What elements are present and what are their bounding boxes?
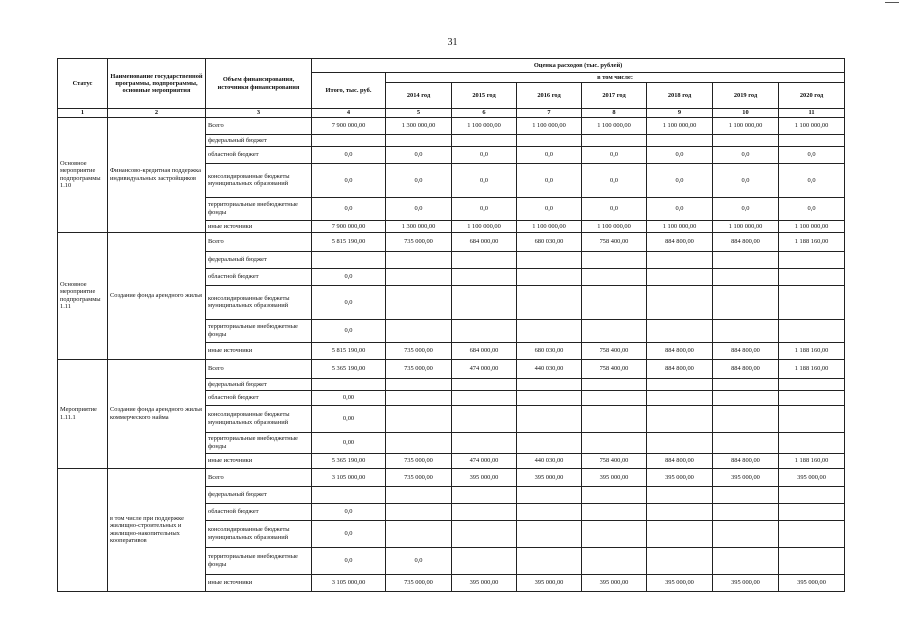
total-value-cell: 7 900 000,00	[312, 117, 386, 134]
year-value-cell: 395 000,00	[517, 574, 582, 591]
status-cell: Основное мероприятие подпрограммы 1.11	[58, 232, 108, 359]
year-value-cell	[713, 503, 779, 520]
year-value-cell	[452, 319, 517, 342]
total-value-cell: 5 365 190,00	[312, 359, 386, 378]
year-value-cell: 0,0	[582, 163, 647, 197]
total-value-cell: 0,0	[312, 197, 386, 220]
year-value-cell	[647, 486, 713, 503]
year-value-cell: 474 000,00	[452, 359, 517, 378]
year-value-cell: 684 000,00	[452, 342, 517, 359]
funding-source-cell: Всего	[206, 359, 312, 378]
year-value-cell: 474 000,00	[452, 453, 517, 468]
header-year: 2017 год	[582, 83, 647, 109]
year-value-cell: 0,0	[647, 146, 713, 163]
header-total: Итого, тыс. руб.	[312, 73, 386, 109]
year-value-cell: 0,0	[517, 146, 582, 163]
year-value-cell: 0,0	[452, 197, 517, 220]
year-value-cell	[779, 378, 845, 390]
year-value-cell	[452, 486, 517, 503]
year-value-cell: 0,0	[647, 197, 713, 220]
year-value-cell	[517, 319, 582, 342]
funding-source-cell: Всего	[206, 232, 312, 251]
total-value-cell: 0,0	[312, 163, 386, 197]
funding-source-cell: федеральный бюджет	[206, 486, 312, 503]
year-value-cell	[517, 486, 582, 503]
year-value-cell: 1 100 000,00	[713, 117, 779, 134]
total-value-cell	[312, 134, 386, 146]
year-value-cell	[582, 134, 647, 146]
year-value-cell	[779, 134, 845, 146]
column-number: 9	[647, 109, 713, 117]
funding-source-cell: иные источники	[206, 220, 312, 232]
funding-source-cell: иные источники	[206, 342, 312, 359]
year-value-cell	[582, 503, 647, 520]
year-value-cell: 0,0	[517, 197, 582, 220]
year-value-cell: 0,0	[779, 163, 845, 197]
total-value-cell	[312, 251, 386, 268]
year-value-cell	[713, 378, 779, 390]
year-value-cell: 395 000,00	[517, 468, 582, 486]
total-value-cell: 5 365 190,00	[312, 453, 386, 468]
year-value-cell: 0,0	[779, 146, 845, 163]
year-value-cell	[779, 405, 845, 432]
header-funding-volume: Объем финансирования, источники финансирования	[206, 59, 312, 109]
year-value-cell: 0,0	[517, 163, 582, 197]
year-value-cell	[713, 547, 779, 574]
year-value-cell	[779, 268, 845, 285]
year-value-cell	[647, 268, 713, 285]
funding-source-cell: консолидированные бюджеты муниципальных образований	[206, 520, 312, 547]
year-value-cell	[517, 503, 582, 520]
year-value-cell: 884 800,00	[647, 453, 713, 468]
header-year: 2019 год	[713, 83, 779, 109]
year-value-cell: 758 400,00	[582, 342, 647, 359]
funding-source-cell: территориальные внебюджетные фонды	[206, 547, 312, 574]
status-cell: Основное мероприятие подпрограммы 1.10	[58, 117, 108, 232]
year-value-cell: 884 800,00	[713, 232, 779, 251]
total-value-cell: 0,0	[312, 268, 386, 285]
year-value-cell: 1 100 000,00	[582, 117, 647, 134]
year-value-cell	[452, 432, 517, 453]
year-value-cell	[713, 432, 779, 453]
year-value-cell: 1 100 000,00	[452, 117, 517, 134]
funding-source-cell: областной бюджет	[206, 268, 312, 285]
total-value-cell: 5 815 190,00	[312, 342, 386, 359]
year-value-cell: 1 100 000,00	[517, 117, 582, 134]
year-value-cell: 395 000,00	[779, 468, 845, 486]
program-name-cell: Финансово-кредитная поддержка индивидуальных застройщиков	[108, 117, 206, 232]
year-value-cell: 0,0	[713, 197, 779, 220]
year-value-cell: 1 300 000,00	[386, 220, 452, 232]
year-value-cell: 884 800,00	[713, 453, 779, 468]
year-value-cell	[517, 378, 582, 390]
year-value-cell: 395 000,00	[647, 468, 713, 486]
column-number: 7	[517, 109, 582, 117]
year-value-cell	[582, 251, 647, 268]
status-cell: Мероприятие 1.11.1	[58, 359, 108, 468]
year-value-cell	[779, 319, 845, 342]
total-value-cell: 0,0	[312, 146, 386, 163]
year-value-cell: 758 400,00	[582, 359, 647, 378]
column-number: 2	[108, 109, 206, 117]
header-year: 2015 год	[452, 83, 517, 109]
year-value-cell	[647, 405, 713, 432]
year-value-cell	[647, 251, 713, 268]
total-value-cell: 0,0	[312, 319, 386, 342]
year-value-cell: 440 030,00	[517, 453, 582, 468]
year-value-cell	[386, 432, 452, 453]
total-value-cell: 3 105 000,00	[312, 468, 386, 486]
year-value-cell	[517, 547, 582, 574]
year-value-cell: 0,0	[647, 163, 713, 197]
year-value-cell: 1 100 000,00	[517, 220, 582, 232]
year-value-cell	[517, 134, 582, 146]
column-number: 11	[779, 109, 845, 117]
year-value-cell: 735 000,00	[386, 359, 452, 378]
year-value-cell: 0,0	[386, 197, 452, 220]
year-value-cell	[582, 405, 647, 432]
year-value-cell: 884 800,00	[713, 342, 779, 359]
table-row	[58, 359, 845, 378]
header-year: 2016 год	[517, 83, 582, 109]
year-value-cell	[713, 520, 779, 547]
year-value-cell: 1 100 000,00	[582, 220, 647, 232]
year-value-cell: 395 000,00	[452, 574, 517, 591]
year-value-cell	[517, 405, 582, 432]
year-value-cell	[452, 520, 517, 547]
table-row	[58, 468, 845, 486]
funding-source-cell: консолидированные бюджеты муниципальных образований	[206, 405, 312, 432]
year-value-cell: 0,0	[713, 163, 779, 197]
funding-source-cell: федеральный бюджет	[206, 251, 312, 268]
year-value-cell	[582, 390, 647, 405]
year-value-cell	[452, 405, 517, 432]
year-value-cell	[647, 378, 713, 390]
funding-source-cell: иные источники	[206, 453, 312, 468]
year-value-cell	[517, 268, 582, 285]
year-value-cell	[713, 251, 779, 268]
funding-source-cell: консолидированные бюджеты муниципальных образований	[206, 285, 312, 319]
year-value-cell: 0,0	[452, 163, 517, 197]
header-year: 2014 год	[386, 83, 452, 109]
year-value-cell	[647, 134, 713, 146]
year-value-cell	[647, 520, 713, 547]
year-value-cell: 0,0	[582, 197, 647, 220]
year-value-cell	[517, 432, 582, 453]
year-value-cell	[582, 319, 647, 342]
year-value-cell	[582, 285, 647, 319]
year-value-cell	[713, 319, 779, 342]
total-value-cell: 0,0	[312, 503, 386, 520]
year-value-cell	[386, 390, 452, 405]
year-value-cell	[582, 432, 647, 453]
year-value-cell: 1 100 000,00	[713, 220, 779, 232]
year-value-cell	[713, 285, 779, 319]
funding-source-cell: консолидированные бюджеты муниципальных образований	[206, 163, 312, 197]
total-value-cell	[312, 378, 386, 390]
year-value-cell: 395 000,00	[713, 468, 779, 486]
year-value-cell	[386, 251, 452, 268]
funding-source-cell: Всего	[206, 468, 312, 486]
year-value-cell: 440 030,00	[517, 359, 582, 378]
year-value-cell	[713, 405, 779, 432]
year-value-cell	[779, 503, 845, 520]
year-value-cell	[779, 285, 845, 319]
funding-source-cell: областной бюджет	[206, 390, 312, 405]
year-value-cell: 0,0	[713, 146, 779, 163]
program-name-cell: в том числе при поддержке жилищно-строительных и жилищно-накопительных кооперативов	[108, 468, 206, 591]
year-value-cell	[386, 405, 452, 432]
year-value-cell	[452, 134, 517, 146]
year-value-cell: 680 030,00	[517, 342, 582, 359]
column-number: 4	[312, 109, 386, 117]
total-value-cell: 0,0	[312, 520, 386, 547]
year-value-cell	[779, 547, 845, 574]
year-value-cell	[452, 268, 517, 285]
year-value-cell: 1 188 160,00	[779, 359, 845, 378]
year-value-cell: 0,0	[386, 547, 452, 574]
year-value-cell: 884 800,00	[647, 359, 713, 378]
year-value-cell: 884 800,00	[713, 359, 779, 378]
year-value-cell	[713, 134, 779, 146]
table-row	[58, 232, 845, 251]
budget-table	[57, 58, 845, 592]
year-value-cell	[779, 251, 845, 268]
year-value-cell	[386, 268, 452, 285]
year-value-cell: 684 000,00	[452, 232, 517, 251]
funding-source-cell: областной бюджет	[206, 146, 312, 163]
year-value-cell	[386, 319, 452, 342]
year-value-cell: 1 188 160,00	[779, 232, 845, 251]
funding-source-cell: федеральный бюджет	[206, 134, 312, 146]
year-value-cell: 395 000,00	[452, 468, 517, 486]
program-name-cell: Создание фонда арендного жилья коммерческого найма	[108, 359, 206, 468]
total-value-cell: 0,00	[312, 390, 386, 405]
year-value-cell	[452, 285, 517, 319]
year-value-cell: 1 100 000,00	[647, 117, 713, 134]
total-value-cell: 0,0	[312, 547, 386, 574]
year-value-cell: 758 400,00	[582, 232, 647, 251]
year-value-cell: 1 100 000,00	[779, 220, 845, 232]
year-value-cell	[779, 390, 845, 405]
total-value-cell: 3 105 000,00	[312, 574, 386, 591]
funding-source-cell: иные источники	[206, 574, 312, 591]
year-value-cell: 1 300 000,00	[386, 117, 452, 134]
year-value-cell	[582, 378, 647, 390]
year-value-cell	[386, 285, 452, 319]
year-value-cell: 0,0	[452, 146, 517, 163]
year-value-cell	[386, 134, 452, 146]
total-value-cell: 7 900 000,00	[312, 220, 386, 232]
year-value-cell	[386, 486, 452, 503]
header-program-name: Наименование государственной программы, подпрограммы, основные мероприятия	[108, 59, 206, 109]
funding-source-cell: территориальные внебюджетные фонды	[206, 319, 312, 342]
column-number: 3	[206, 109, 312, 117]
year-value-cell: 758 400,00	[582, 453, 647, 468]
year-value-cell	[779, 432, 845, 453]
total-value-cell: 5 815 190,00	[312, 232, 386, 251]
total-value-cell: 0,00	[312, 432, 386, 453]
year-value-cell	[779, 520, 845, 547]
total-value-cell: 0,0	[312, 285, 386, 319]
year-value-cell: 395 000,00	[647, 574, 713, 591]
column-number: 8	[582, 109, 647, 117]
year-value-cell: 735 000,00	[386, 574, 452, 591]
year-value-cell	[779, 486, 845, 503]
year-value-cell: 735 000,00	[386, 232, 452, 251]
year-value-cell: 395 000,00	[582, 574, 647, 591]
year-value-cell: 735 000,00	[386, 468, 452, 486]
year-value-cell	[517, 520, 582, 547]
funding-source-cell: территориальные внебюджетные фонды	[206, 432, 312, 453]
year-value-cell	[517, 390, 582, 405]
total-value-cell	[312, 486, 386, 503]
year-value-cell	[582, 268, 647, 285]
year-value-cell	[647, 432, 713, 453]
year-value-cell: 395 000,00	[713, 574, 779, 591]
year-value-cell	[517, 251, 582, 268]
year-value-cell: 0,0	[386, 163, 452, 197]
year-value-cell	[386, 378, 452, 390]
year-value-cell: 0,0	[779, 197, 845, 220]
header-estimate: Оценка расходов (тыс. рублей)	[312, 59, 845, 73]
funding-source-cell: федеральный бюджет	[206, 378, 312, 390]
year-value-cell	[452, 378, 517, 390]
year-value-cell	[647, 547, 713, 574]
year-value-cell	[582, 486, 647, 503]
year-value-cell	[647, 503, 713, 520]
program-name-cell: Создание фонда арендного жилья	[108, 232, 206, 359]
status-cell	[58, 468, 108, 591]
column-number: 1	[58, 109, 108, 117]
year-value-cell	[647, 285, 713, 319]
year-value-cell: 1 188 160,00	[779, 453, 845, 468]
funding-source-cell: территориальные внебюджетные фонды	[206, 197, 312, 220]
year-value-cell	[713, 486, 779, 503]
year-value-cell: 395 000,00	[779, 574, 845, 591]
year-value-cell: 1 100 000,00	[452, 220, 517, 232]
header-including: в том числе:	[386, 73, 845, 83]
year-value-cell	[713, 390, 779, 405]
table-row	[58, 117, 845, 134]
page-number: 31	[447, 37, 458, 48]
year-value-cell	[386, 503, 452, 520]
year-value-cell: 0,0	[582, 146, 647, 163]
total-value-cell: 0,00	[312, 405, 386, 432]
year-value-cell	[386, 520, 452, 547]
year-value-cell: 1 100 000,00	[647, 220, 713, 232]
year-value-cell	[582, 520, 647, 547]
scan-mark	[885, 2, 899, 3]
year-value-cell: 884 800,00	[647, 232, 713, 251]
column-number: 10	[713, 109, 779, 117]
funding-source-cell: Всего	[206, 117, 312, 134]
year-value-cell	[452, 390, 517, 405]
year-value-cell	[452, 251, 517, 268]
year-value-cell: 735 000,00	[386, 453, 452, 468]
funding-source-cell: областной бюджет	[206, 503, 312, 520]
column-number: 6	[452, 109, 517, 117]
year-value-cell	[647, 319, 713, 342]
column-number: 5	[386, 109, 452, 117]
year-value-cell	[452, 547, 517, 574]
year-value-cell	[452, 503, 517, 520]
year-value-cell: 735 000,00	[386, 342, 452, 359]
header-year: 2018 год	[647, 83, 713, 109]
year-value-cell	[582, 547, 647, 574]
year-value-cell	[647, 390, 713, 405]
year-value-cell: 0,0	[386, 146, 452, 163]
header-status: Статус	[58, 59, 108, 109]
year-value-cell: 1 100 000,00	[779, 117, 845, 134]
year-value-cell: 395 000,00	[582, 468, 647, 486]
header-year: 2020 год	[779, 83, 845, 109]
year-value-cell: 1 188 160,00	[779, 342, 845, 359]
year-value-cell	[517, 285, 582, 319]
year-value-cell: 884 800,00	[647, 342, 713, 359]
year-value-cell: 680 030,00	[517, 232, 582, 251]
year-value-cell	[713, 268, 779, 285]
